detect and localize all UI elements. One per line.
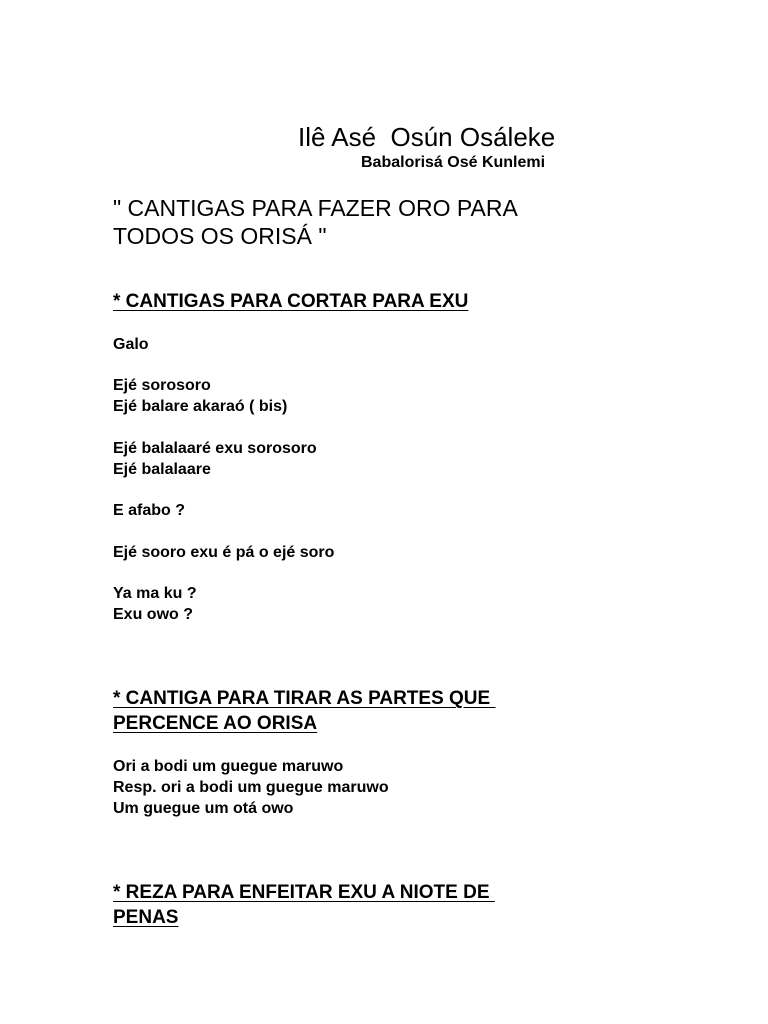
section-heading-cortar-exu: * CANTIGAS PARA CORTAR PARA EXU — [113, 291, 469, 312]
text-line: Resp. ori a bodi um guegue maruwo — [113, 779, 389, 796]
text-line: Ori a bodi um guegue maruwo — [113, 758, 344, 775]
section-heading-tirar-partes-line-2: PERCENCE AO ORISA — [113, 713, 318, 734]
text-line: E afabo ? — [113, 502, 186, 519]
section-heading-enfeitar-exu-line-2: PENAS — [113, 907, 179, 928]
text-line: Um guegue um otá owo — [113, 800, 294, 817]
section-heading-enfeitar-exu-line-1: * REZA PARA ENFEITAR EXU A NIOTE DE — [113, 882, 495, 903]
section-heading-tirar-partes-line-1: * CANTIGA PARA TIRAR AS PARTES QUE — [113, 688, 496, 709]
document-title: Ilê Asé Osún Osáleke — [298, 122, 556, 152]
text-line: Ejé sooro exu é pá o ejé soro — [113, 544, 335, 561]
main-heading-line-1: " CANTIGAS PARA FAZER ORO PARA — [113, 195, 518, 221]
text-line: Ejé balare akaraó ( bis) — [113, 398, 288, 415]
text-line: Galo — [113, 336, 149, 353]
main-heading-line-2: TODOS OS ORISÁ " — [113, 223, 327, 249]
document-subtitle: Babalorisá Osé Kunlemi — [361, 154, 546, 171]
text-line: Ejé balalaare — [113, 461, 211, 478]
text-line: Exu owo ? — [113, 606, 193, 623]
text-line: Ejé sorosoro — [113, 377, 211, 394]
text-line: Ejé balalaaré exu sorosoro — [113, 440, 317, 457]
text-line: Ya ma ku ? — [113, 585, 197, 602]
